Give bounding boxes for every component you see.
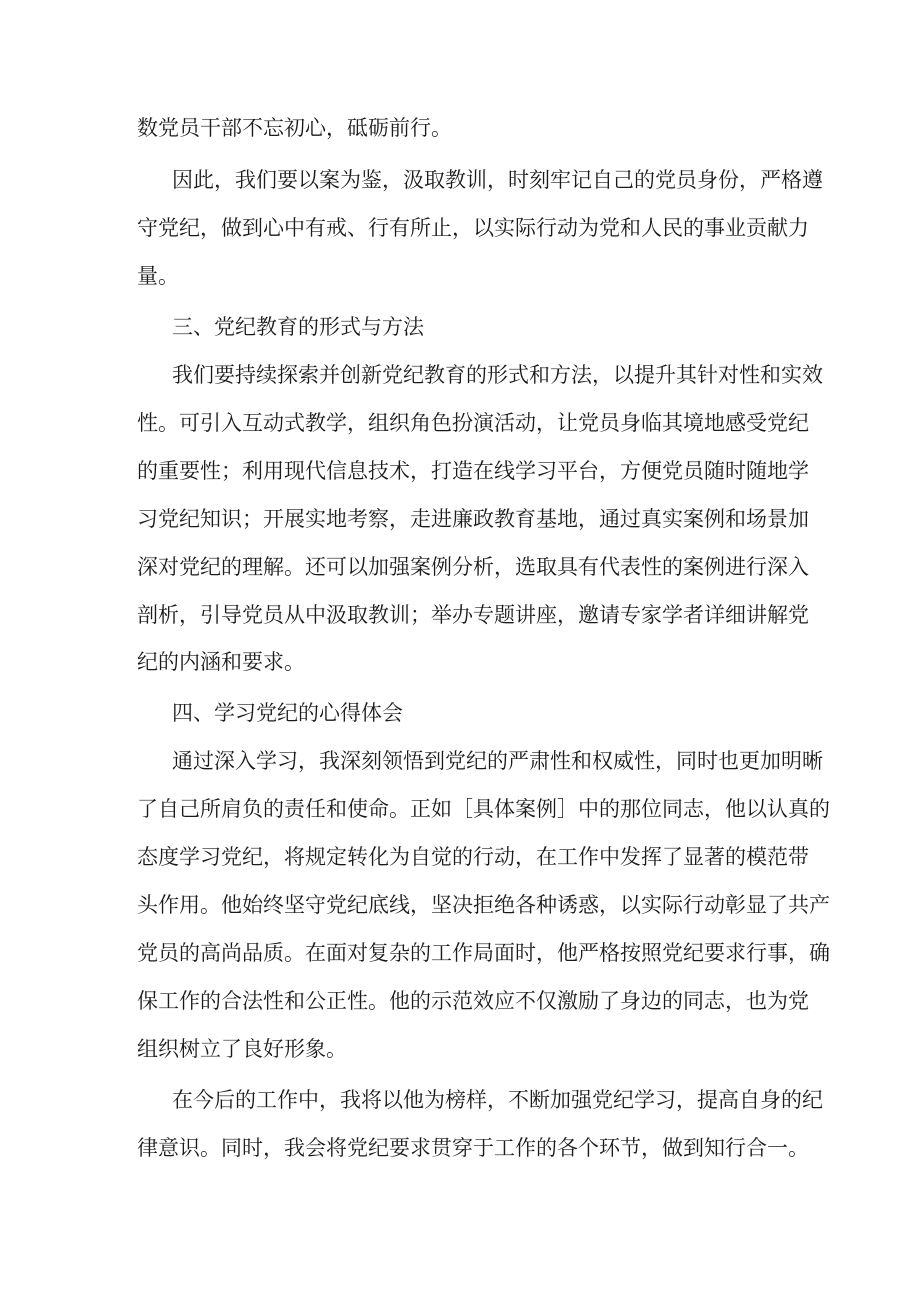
paragraph-line: 的重要性；利用现代信息技术，打造在线学习平台，方便党员随时随地学 [137,459,809,483]
paragraph-line: 习党纪知识；开展实地考察，走进廉政教育基地，通过真实案例和场景加 [137,507,809,531]
paragraph-line: 组织树立了良好形象。 [137,1037,347,1061]
paragraph-line: 了自己所肩负的责任和使命。正如［具体案例］中的那位同志，他以认真的 [137,797,830,821]
paragraph-line: 我们要持续探索并创新党纪教育的形式和方法，以提升其针对性和实效 [172,363,823,387]
paragraph-line: 因此，我们要以案为鉴，汲取教训，时刻牢记自己的党员身份，严格遵 [172,168,823,192]
paragraph-line: 性。可引入互动式教学，组织角色扮演活动，让党员身临其境地感受党纪 [137,411,809,435]
paragraph-line: 在今后的工作中，我将以他为榜样，不断加强党纪学习，提高自身的纪 [172,1088,823,1112]
paragraph-line: 量。 [137,264,179,288]
section-heading-4: 四、学习党纪的心得体会 [172,701,403,725]
paragraph-line: 通过深入学习，我深刻领悟到党纪的严肃性和权威性，同时也更加明晰 [172,749,823,773]
section-heading-3: 三、党纪教育的形式与方法 [172,315,424,339]
paragraph-line: 头作用。他始终坚守党纪底线，坚决拒绝各种诱惑，以实际行动彰显了共产 [137,893,830,917]
paragraph-line: 律意识。同时，我会将党纪要求贯穿于工作的各个环节，做到知行合一。 [137,1136,809,1160]
paragraph-line: 保工作的合法性和公正性。他的示范效应不仅激励了身边的同志，也为党 [137,989,809,1013]
paragraph-line: 守党纪，做到心中有戒、行有所止，以实际行动为党和人民的事业贡献力 [137,216,809,240]
paragraph-line: 剖析，引导党员从中汲取教训；举办专题讲座，邀请专家学者详细讲解党 [137,603,809,627]
paragraph-line: 纪的内涵和要求。 [137,650,305,674]
paragraph-line: 态度学习党纪，将规定转化为自觉的行动，在工作中发挥了显著的模范带 [137,845,809,869]
paragraph-line: 深对党纪的理解。还可以加强案例分析，选取具有代表性的案例进行深入 [137,555,809,579]
paragraph-line: 党员的高尚品质。在面对复杂的工作局面时，他严格按照党纪要求行事，确 [137,941,830,965]
paragraph-line: 数党员干部不忘初心，砥砺前行。 [137,116,452,140]
